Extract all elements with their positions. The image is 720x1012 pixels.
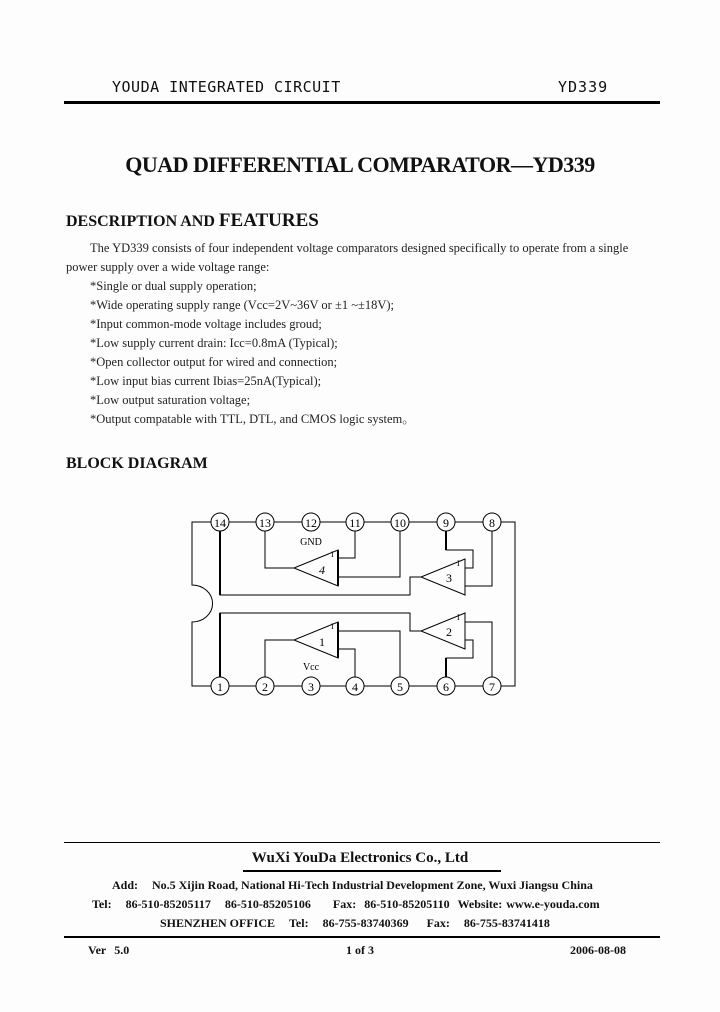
website-link[interactable]: www.e-youda.com	[506, 897, 600, 911]
feature-item: *Low output saturation voltage;	[90, 393, 251, 407]
pin-9	[437, 513, 455, 531]
tel-1: 86-510-85205117	[125, 897, 211, 911]
svg-text:5: 5	[397, 680, 403, 694]
svg-text:10: 10	[394, 516, 406, 530]
svg-text:11: 11	[349, 516, 361, 530]
svg-text:8: 8	[489, 516, 495, 530]
pin-10	[391, 513, 409, 531]
feature-item: *Output compatable with TTL, DTL, and CMOS logic system。	[90, 412, 415, 426]
pin-5	[391, 677, 409, 695]
fax-label: Fax:	[332, 897, 357, 911]
pin-7	[483, 677, 501, 695]
svg-text:2: 2	[262, 680, 268, 694]
pin-4	[346, 677, 364, 695]
gnd-label: GND	[300, 537, 322, 548]
description-heading-main: DESCRIPTION AND	[66, 213, 215, 230]
comparator-2-label: 2	[446, 625, 452, 639]
feature-item: *Open collector output for wired and connection;	[90, 355, 338, 369]
svg-text:14: 14	[214, 516, 226, 530]
intro-line-2: power supply over a wide voltage range:	[66, 260, 270, 274]
svg-text:12: 12	[305, 516, 317, 530]
pin-14	[211, 513, 229, 531]
shenzhen-office-label: SHENZHEN OFFICE	[160, 916, 276, 930]
intro-line-1: The YD339 consists of four independent voltage comparators designed specifically to operate from a single	[90, 241, 629, 255]
pin-2	[256, 677, 274, 695]
vcc-label: Vcc	[302, 662, 320, 673]
svg-text:4: 4	[352, 680, 358, 694]
address-label: Add:	[112, 878, 139, 892]
pin-1	[211, 677, 229, 695]
comparator-1-label: 1	[319, 635, 325, 649]
pin-8	[483, 513, 501, 531]
footer-company: WuXi YouDa Electronics Co., Ltd	[251, 850, 469, 866]
output-mark: I	[457, 613, 460, 622]
footer-contacts	[92, 897, 600, 912]
block-diagram-heading: BLOCK DIAGRAM	[66, 455, 208, 472]
document-date: 2006-08-08	[570, 943, 626, 957]
feature-item: *Low input bias current Ibias=25nA(Typical);	[90, 374, 322, 388]
company-underline	[243, 870, 501, 872]
sz-tel-label: Tel:	[289, 916, 309, 930]
tel-label: Tel:	[92, 897, 112, 911]
feature-item: *Wide operating supply range (Vcc=2V~36V or ±1 ~±18V);	[90, 298, 394, 312]
pin-3	[302, 677, 320, 695]
header-company: YOUDA INTEGRATED CIRCUIT	[112, 78, 341, 96]
sz-fax-value: 86-755-83741418	[463, 916, 550, 930]
version-label: Ver	[88, 943, 107, 957]
footer-address	[112, 878, 593, 893]
page-number: 1 of 3	[346, 943, 374, 957]
version-value: 5.0	[114, 943, 130, 957]
footer-bottom-divider	[64, 936, 660, 938]
output-mark: I	[331, 622, 334, 631]
pin-11	[346, 513, 364, 531]
pin-6	[437, 677, 455, 695]
pin-13	[256, 513, 274, 531]
comparator-4-label: 4	[319, 563, 325, 577]
svg-text:7: 7	[489, 680, 495, 694]
svg-text:1: 1	[217, 680, 223, 694]
footer-top-divider	[64, 842, 660, 843]
svg-text:6: 6	[443, 680, 449, 694]
sz-tel-value: 86-755-83740369	[322, 916, 409, 930]
pin-12	[302, 513, 320, 531]
website-label: Website:	[457, 897, 503, 911]
page-title: QUAD DIFFERENTIAL COMPARATOR—YD339	[125, 152, 595, 177]
sz-fax-label: Fax:	[426, 916, 450, 930]
svg-text:13: 13	[259, 516, 271, 530]
feature-item: *Input common-mode voltage includes groud;	[90, 317, 322, 331]
svg-text:9: 9	[443, 516, 449, 530]
footer-shenzhen	[160, 916, 550, 931]
header-part-number: YD339	[558, 78, 609, 96]
output-mark: I	[331, 550, 334, 559]
feature-item: *Single or dual supply operation;	[90, 279, 257, 293]
address-value: No.5 Xijin Road, National Hi-Tech Industrial Development Zone, Wuxi Jiangsu China	[152, 878, 593, 892]
output-mark: I	[457, 559, 460, 568]
feature-item: *Low supply current drain: Icc=0.8mA (Typical);	[90, 336, 338, 350]
tel-2: 86-510-85205106	[224, 897, 311, 911]
comparator-3-label: 3	[446, 571, 452, 585]
description-heading-features: FEATURES	[218, 210, 319, 231]
fax-value: 86-510-85205110	[364, 897, 450, 911]
svg-text:3: 3	[308, 680, 314, 694]
